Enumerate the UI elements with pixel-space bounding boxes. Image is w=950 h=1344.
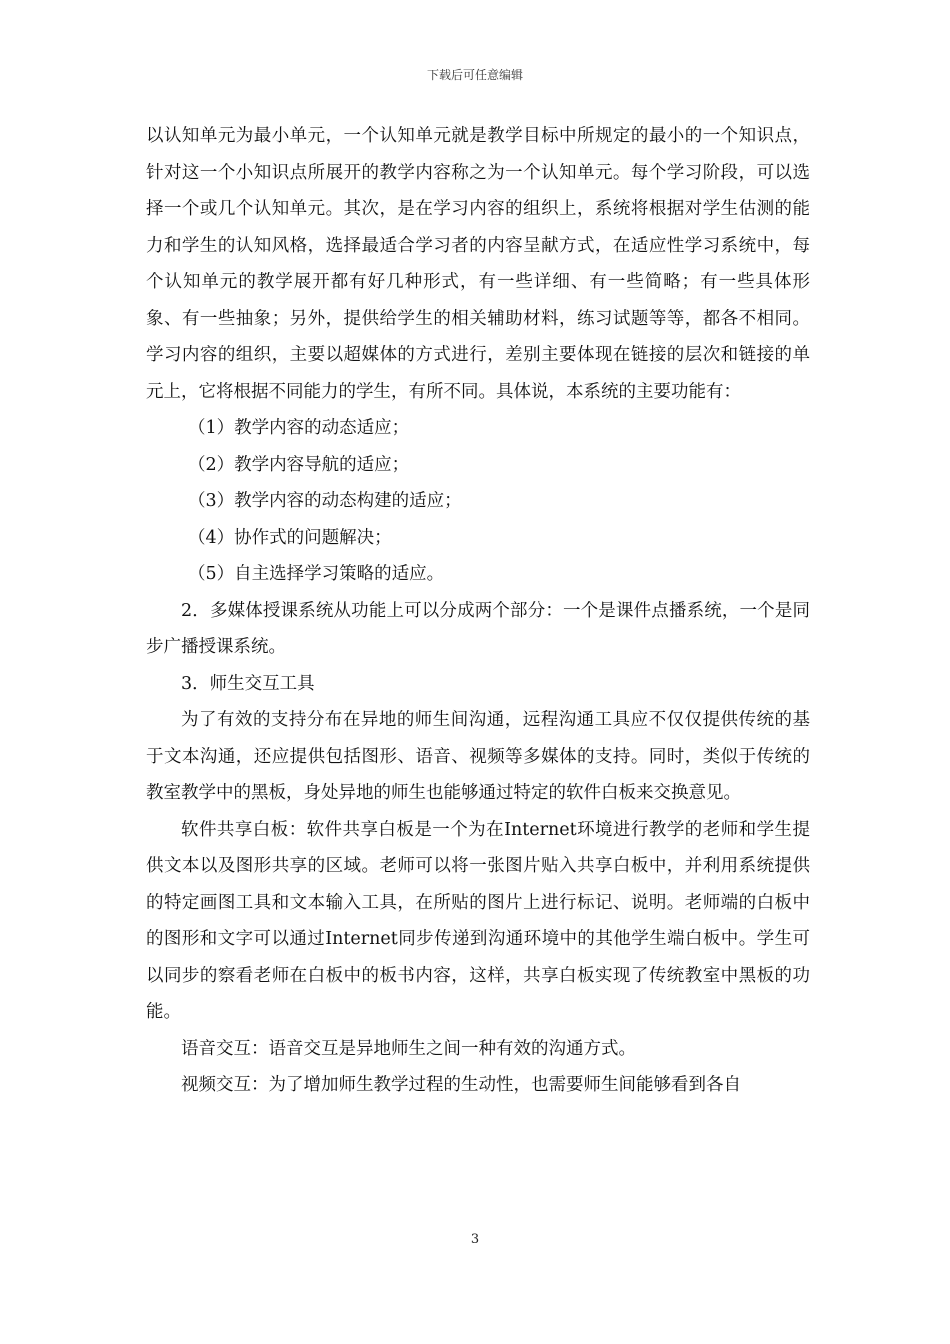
paragraph-video-interaction: 视频交互：为了增加师生教学过程的生动性，也需要师生间能够看到各自 (181, 1075, 741, 1095)
list-item-2: （2）教学内容导航的适应； (188, 454, 410, 475)
list-item-3: （3）教学内容的动态构建的适应； (188, 491, 462, 511)
list-item-4: （4）协作式的问题解决； (188, 527, 392, 548)
document-body (146, 118, 810, 1104)
paragraph-multimedia-system: 2．多媒体授课系统从功能上可以分成两个部分：一个是课件点播系统，一个是同步广播授课系统。 (146, 600, 810, 657)
paragraph-shared-whiteboard: 软件共享白板：软件共享白板是一个为在Internet环境进行教学的老师和学生提供文本以及图形共享的区域。老师可以将一张图片贴入共享白板中，并利用系统提供的特定画图工具和文本输入工具，在所贴的图片上进行标记、说明。老师端的白板中的图形和文字可以通过Internet同步传递到沟通环境中的其他学生端白板中。学生可以同步的察看老师在白板中的板书内容，这样，共享白板实现了传统教室中黑板的功能。 (146, 819, 810, 1022)
paragraph-cognitive-unit: 以认知单元为最小单元，一个认知单元就是教学目标中所规定的最小的一个知识点，针对这一个小知识点所展开的教学内容称之为一个认知单元。每个学习阶段，可以选择一个或几个认知单元。其次，是在学习内容的组织上，系统将根据对学生估测的能力和学生的认知风格，选择最适合学习者的内容呈献方式，在适应性学习系统中，每个认知单元的教学展开都有好几种形式，有一些详细、有一些简略；有一些具体形象、有一些抽象；另外，提供给学生的相关辅助材料，练习试题等等，都各不相同。学习内容的组织，主要以超媒体的方式进行，差别主要体现在链接的层次和链接的单元上，它将根据不同能力的学生，有所不同。具体说，本系统的主要功能有： (146, 126, 810, 402)
paragraph-remote-communication: 为了有效的支持分布在异地的师生间沟通，远程沟通工具应不仅仅提供传统的基于文本沟通，还应提供包括图形、语音、视频等多媒体的支持。同时，类似于传统的教室教学中的黑板，身处异地的师生也能够通过特定的软件白板来交换意见。 (146, 710, 810, 803)
page-header: 下载后可任意编辑 (426, 68, 523, 82)
section-heading-interaction-tools: 3．师生交互工具 (181, 673, 315, 694)
paragraph-voice-interaction: 语音交互：语音交互是异地师生之间一种有效的沟通方式。 (181, 1038, 636, 1059)
list-item-5: （5）自主选择学习策略的适应。 (188, 564, 445, 584)
page-number: 3 (470, 1232, 480, 1247)
list-item-1: （1）教学内容的动态适应； (188, 418, 410, 438)
